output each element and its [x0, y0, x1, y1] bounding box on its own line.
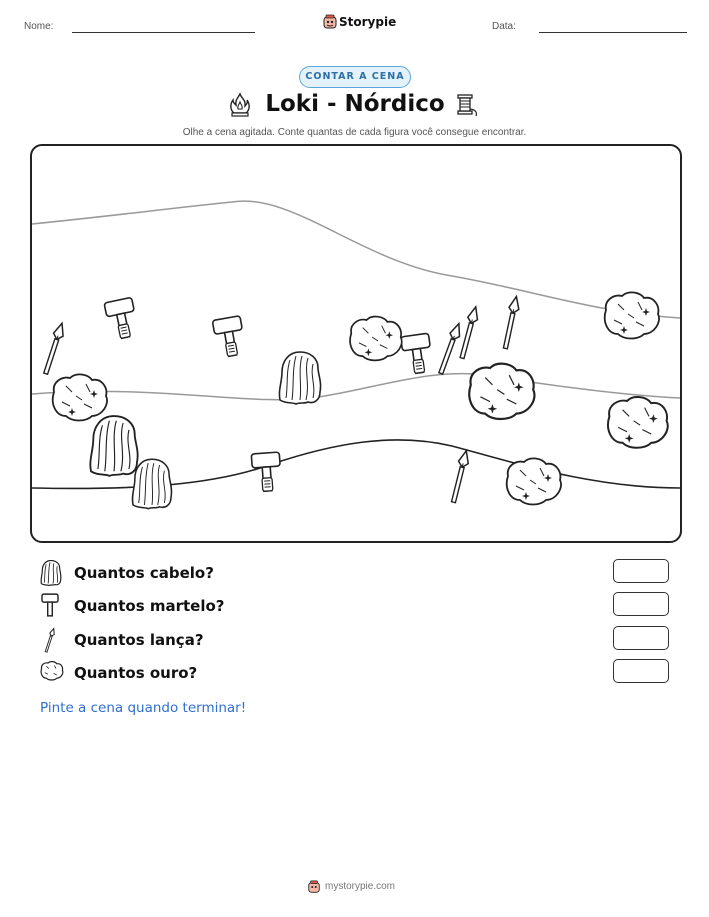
answer-box[interactable] — [613, 559, 669, 583]
name-line[interactable] — [72, 32, 255, 33]
question-spear-icon — [42, 627, 58, 657]
question-hair-icon — [40, 560, 62, 590]
counting-scene[interactable] — [30, 144, 682, 543]
scene-illustration — [32, 146, 680, 541]
date-label: Data: — [492, 21, 516, 32]
fire-icon — [229, 92, 251, 122]
name-label: Nome: — [24, 21, 54, 32]
question-hammer-icon — [40, 593, 60, 621]
closing-hint: Pinte a cena quando terminar! — [40, 700, 247, 716]
question-text: Quantos cabelo? — [74, 564, 214, 582]
question-gold-icon — [40, 661, 64, 685]
instructions-text: Olhe a cena agitada. Conte quantas de cada figura você consegue encontrar. — [182, 127, 527, 138]
question-text: Quantos martelo? — [74, 597, 225, 615]
footer-site[interactable]: mystorypie.com — [325, 881, 396, 892]
answer-box[interactable] — [613, 592, 669, 616]
activity-badge: CONTAR A CENA — [299, 66, 411, 88]
storypie-mascot-icon — [322, 14, 338, 30]
date-line[interactable] — [539, 32, 687, 33]
answer-box[interactable] — [613, 626, 669, 650]
brand-name: Storypie — [339, 15, 397, 29]
worksheet-title: Loki - Nórdico — [265, 91, 445, 117]
storypie-mascot-icon — [307, 880, 321, 894]
question-text: Quantos lança? — [74, 631, 204, 649]
answer-box[interactable] — [613, 659, 669, 683]
thread-spool-icon — [454, 92, 480, 122]
question-text: Quantos ouro? — [74, 664, 198, 682]
